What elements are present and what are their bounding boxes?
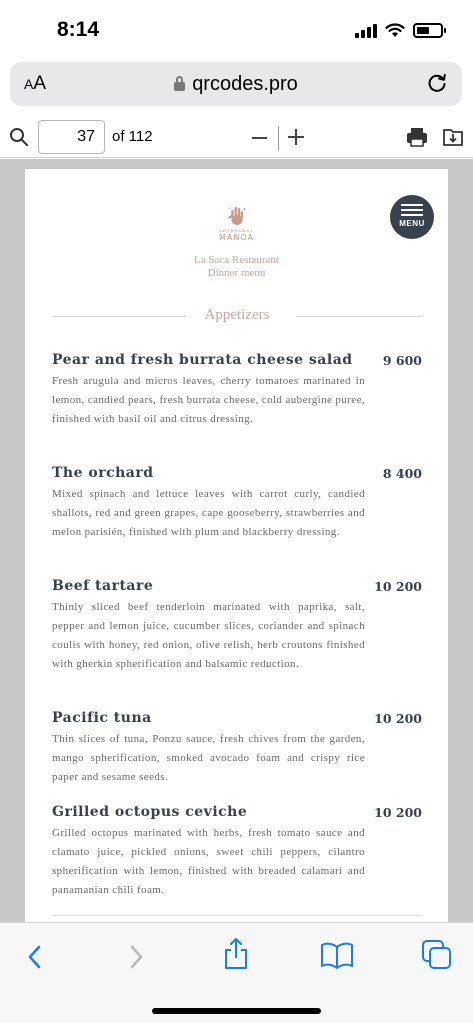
url-text: qrcodes.pro <box>192 73 298 95</box>
back-button[interactable] <box>24 943 46 971</box>
download-icon[interactable] <box>442 126 464 148</box>
print-icon[interactable] <box>406 126 428 148</box>
cellular-signal-icon <box>355 22 377 38</box>
hamburger-icon-bar <box>401 214 423 216</box>
zoom-divider <box>278 126 279 150</box>
logo-small-text: ARTESANAL <box>218 228 255 233</box>
logo-text: MANOA <box>219 233 254 242</box>
hand-logo-icon <box>227 205 247 227</box>
divider-line <box>296 316 422 317</box>
dish-name: Pacific tuna <box>52 710 152 726</box>
tabs-icon[interactable] <box>421 939 453 971</box>
dish-price: 10 200 <box>374 579 422 594</box>
forward-button[interactable] <box>125 943 147 971</box>
menu-item <box>52 710 422 787</box>
menu-button-label: MENU <box>399 219 425 228</box>
status-bar <box>0 0 473 60</box>
dish-description: Grilled octopus marinated with herbs, fresh tomato sauce and clamato juice, pickled onions, sweet chili peppers, cilantro spherification with lemon, finished with breaded calamari and panamanian chili foam. <box>52 827 365 896</box>
hamburger-icon-bar <box>401 209 423 211</box>
pdf-viewer[interactable] <box>0 159 473 922</box>
zoom-in-button[interactable] <box>288 129 304 145</box>
reload-icon[interactable] <box>426 72 448 94</box>
dish-name: Pear and fresh burrata cheese salad <box>52 352 353 368</box>
dish-price: 8 400 <box>382 466 422 481</box>
zoom-out-button[interactable] <box>252 137 267 139</box>
dish-name: Beef tartare <box>52 578 154 594</box>
status-time: 8:14 <box>57 18 100 41</box>
text-size-label-small: A <box>24 76 34 92</box>
divider-line <box>52 915 422 916</box>
dish-price: 10 200 <box>374 805 422 820</box>
menu-item <box>52 352 422 429</box>
dish-price: 9 600 <box>382 353 422 368</box>
section-title: Appetizers <box>204 307 270 323</box>
search-icon[interactable] <box>9 127 29 147</box>
wifi-icon <box>385 23 405 38</box>
dish-description: Fresh arugula and micros leaves, cherry tomatoes marinated in lemon, candied pears, fresh burrata cheese, cold aubergine puree, finished with basil oil and citrus dressing. <box>52 375 365 425</box>
dish-name: The orchard <box>52 465 154 481</box>
section-heading <box>52 307 422 327</box>
restaurant-name: La Saca Restaurant <box>194 254 279 266</box>
menu-item <box>52 804 422 900</box>
bottom-toolbar <box>0 922 473 1023</box>
dish-description: Mixed spinach and lettuce leaves with carrot curly, candied shallots, red and green grapes, cape gooseberry, strawberries and melon parisién, finished with plum and blackberry dressing. <box>52 488 365 538</box>
pdf-toolbar <box>0 118 473 158</box>
battery-icon <box>413 23 443 38</box>
menu-item <box>52 465 422 542</box>
dish-name: Grilled octopus ceviche <box>52 804 248 820</box>
hamburger-icon <box>401 204 423 206</box>
share-icon[interactable] <box>222 937 250 971</box>
url-display[interactable] <box>10 73 462 96</box>
lock-icon <box>174 82 185 91</box>
bookmarks-icon[interactable] <box>320 941 354 969</box>
menu-subtitle: Dinner menu <box>207 267 266 279</box>
menu-item <box>52 578 422 674</box>
dish-description: Thin slices of tuna, Ponzu sauce, fresh chives from the garden, mango spherification, smoked avocado foam and crispy rice paper and sesame seeds. <box>52 733 365 783</box>
home-indicator <box>152 1008 321 1014</box>
page-count: of 112 <box>112 128 153 145</box>
pdf-page <box>25 169 448 922</box>
menu-button[interactable] <box>390 195 434 239</box>
page-number-input[interactable]: 37 <box>38 120 105 154</box>
restaurant-logo <box>25 205 448 242</box>
dish-description: Thinly sliced beef tenderloin marinated with paprika, salt, pepper and lemon juice, cucumber slices, coriander and spinach coulis with honey, red onion, olive relish, herb croutons finished with gherkin spherification and balsamic reduction. <box>52 601 365 670</box>
address-bar[interactable] <box>10 62 462 106</box>
status-icons <box>355 22 443 38</box>
text-size-label: A <box>33 73 47 94</box>
dish-price: 10 200 <box>374 711 422 726</box>
